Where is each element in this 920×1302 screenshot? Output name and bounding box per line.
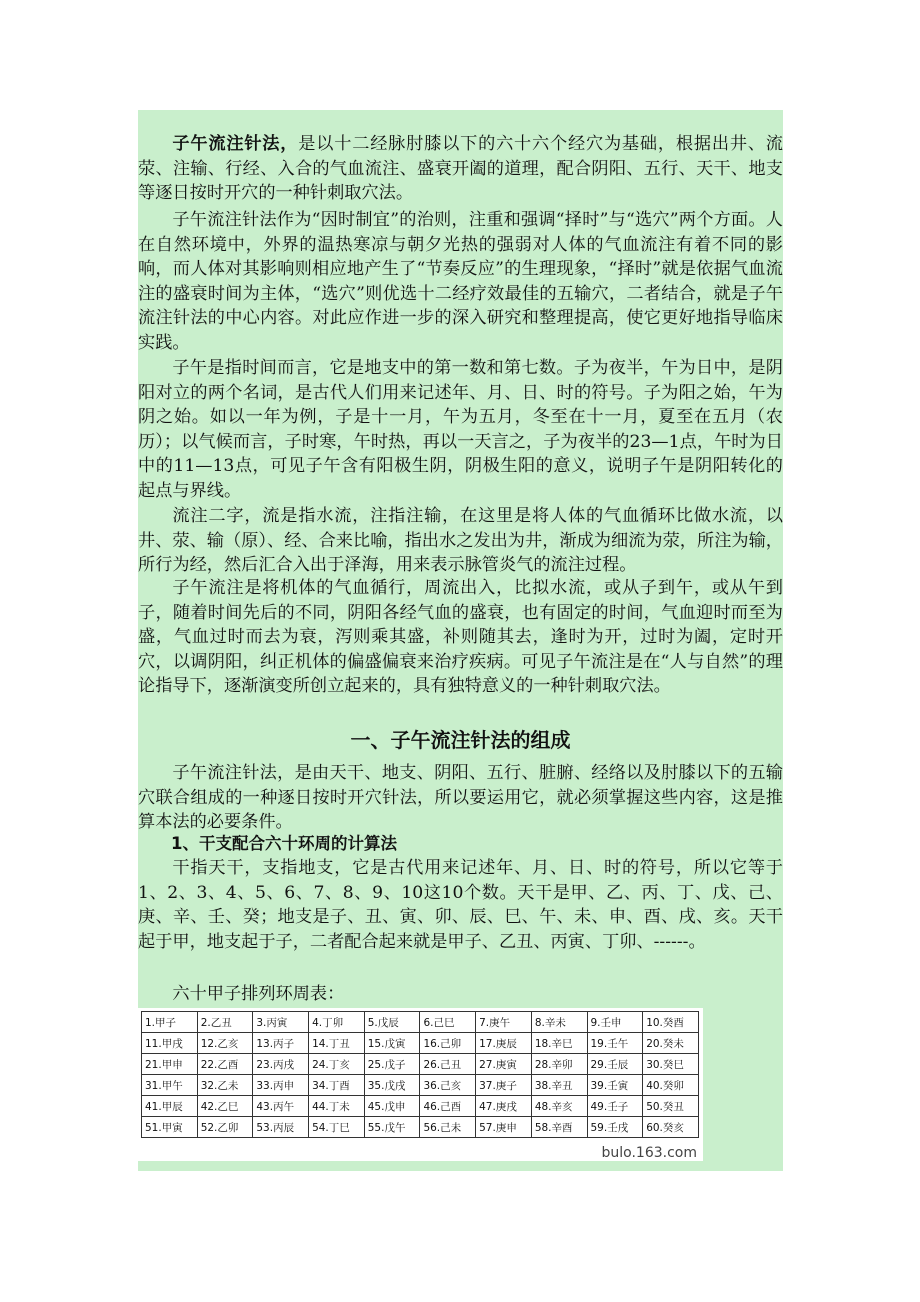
- intro-text: 是以十二经脉肘膝以下的六十六个经穴为基础，根据出井、流荥、注输、行经、入合的气血流注、盛衰开阖的道理，配合阴阳、五行、天干、地支等逐日按时开穴的一种针刺取穴法。: [138, 134, 783, 203]
- table-cell: 1.甲子: [142, 1012, 198, 1033]
- table-cell: 52.乙卯: [197, 1117, 253, 1138]
- table-cell: 32.乙未: [197, 1075, 253, 1096]
- sixty-jiazi-table: [141, 1011, 699, 1138]
- section-intro-paragraph: 子午流注针法，是由天干、地支、阴阳、五行、脏腑、经络以及肘膝以下的五输穴联合组成的一种逐日按时开穴针法，所以要运用它，就必须掌握这些内容，这是推算本法的必要条件。: [138, 763, 783, 832]
- table-cell: 43.丙午: [253, 1096, 309, 1117]
- table-cell: 29.壬辰: [587, 1054, 643, 1075]
- table-row: [142, 1012, 699, 1033]
- table-cell: 41.甲辰: [142, 1096, 198, 1117]
- subsection-heading: 1、干支配合六十环周的计算法: [171, 834, 397, 853]
- table-cell: 16.己卯: [420, 1033, 476, 1054]
- table-cell: 46.己酉: [420, 1096, 476, 1117]
- table-cell: 19.壬午: [587, 1033, 643, 1054]
- table-cell: 54.丁巳: [309, 1117, 365, 1138]
- sixty-jiazi-table-image: [138, 1008, 703, 1161]
- table-cell: 38.辛丑: [531, 1075, 587, 1096]
- table-cell: 45.戊申: [364, 1096, 420, 1117]
- table-cell: 20.癸未: [643, 1033, 699, 1054]
- table-cell: 40.癸卯: [643, 1075, 699, 1096]
- table-cell: 3.丙寅: [253, 1012, 309, 1033]
- table-cell: 51.甲寅: [142, 1117, 198, 1138]
- table-cell: 30.癸巳: [643, 1054, 699, 1075]
- table-cell: 25.戊子: [364, 1054, 420, 1075]
- table-cell: 17.庚辰: [476, 1033, 532, 1054]
- table-cell: 11.甲戌: [142, 1033, 198, 1054]
- table-row: [142, 1075, 699, 1096]
- table-cell: 21.甲申: [142, 1054, 198, 1075]
- table-cell: 8.辛未: [531, 1012, 587, 1033]
- subsection-paragraph: 干指天干，支指地支，它是古代用来记述年、月、日、时的符号，所以它等于1、2、3、4、5、6、7、8、9、10这10个数。天干是甲、乙、丙、丁、戊、己、庚、辛、壬、癸；地支是子、丑、寅、卯、辰、巳、午、未、申、酉、戌、亥。天干起于甲，地支起于子，二者配合起来就是甲子、乙丑、丙寅、丁卯、------。: [138, 858, 783, 952]
- table-cell: 22.乙酉: [197, 1054, 253, 1075]
- table-cell: 53.丙辰: [253, 1117, 309, 1138]
- table-cell: 49.壬子: [587, 1096, 643, 1117]
- paragraph-select-time: 子午流注针法作为“因时制宜”的治则，注重和强调“择时”与“选穴”两个方面。人在自然环境中，外界的温热寒凉与朝夕光热的强弱对人体的气血流注有着不同的影响，而人体对其影响则相应地产生了“节奏反应”的生理现象，“择时”就是依据气血流注的盛衰时间为主体，“选穴”则优选十二经疗效最佳的五输穴，二者结合，就是子午流注针法的中心内容。对此应作进一步的深入研究和整理提高，使它更好地指导临床实践。: [138, 210, 783, 353]
- table-cell: 34.丁酉: [309, 1075, 365, 1096]
- table-cell: 48.辛亥: [531, 1096, 587, 1117]
- table-cell: 13.丙子: [253, 1033, 309, 1054]
- paragraph-meaning: 子午流注是将机体的气血循行，周流出入，比拟水流，或从子到午，或从午到子，随着时间先后的不同，阴阳各经气血的盛衰，也有固定的时间，气血迎时而至为盛，气血过时而去为衰，泻则乘其盛，补则随其去，逢时为开，过时为阖，定时开穴，以调阴阳，纠正机体的偏盛偏衰来治疗疾病。可见子午流注是在“人与自然”的理论指导下，逐渐演变所创立起来的，具有独特意义的一种针刺取穴法。: [138, 578, 783, 696]
- table-cell: 6.己巳: [420, 1012, 476, 1033]
- table-cell: 10.癸酉: [643, 1012, 699, 1033]
- table-cell: 59.壬戌: [587, 1117, 643, 1138]
- intro-paragraph: [138, 132, 783, 206]
- paragraph-zi-wu: 子午是指时间而言，它是地支中的第一数和第七数。子为夜半，午为日中，是阴阳对立的两个名词，是古代人们用来记述年、月、日、时的符号。子为阳之始，午为阴之始。如以一年为例，子是十一月，午为五月，冬至在十一月，夏至在五月（农历）；以气候而言，子时寒，午时热，再以一天言之，子为夜半的23—1点，午时为日中的11—13点，可见子午含有阳极生阴，阴极生阳的意义，说明子午是阴阳转化的起点与界线。: [138, 358, 783, 501]
- table-cell: 50.癸丑: [643, 1096, 699, 1117]
- table-cell: 55.戊午: [364, 1117, 420, 1138]
- table-cell: 27.庚寅: [476, 1054, 532, 1075]
- table-cell: 23.丙戌: [253, 1054, 309, 1075]
- table-cell: 24.丁亥: [309, 1054, 365, 1075]
- table-row: [142, 1054, 699, 1075]
- table-cell: 12.乙亥: [197, 1033, 253, 1054]
- table-cell: 42.乙巳: [197, 1096, 253, 1117]
- section-heading: 一、子午流注针法的组成: [350, 728, 571, 752]
- document-page: [138, 110, 783, 1171]
- watermark: bulo.163.com: [601, 1145, 697, 1161]
- table-cell: 33.丙申: [253, 1075, 309, 1096]
- table-cell: 15.戊寅: [364, 1033, 420, 1054]
- paragraph-liu-zhu: 流注二字，流是指水流，注指注输，在这里是将人体的气血循环比做水流，以井、荥、输（原）、经、合来比喻，指出水之发出为井，渐成为细流为荥，所注为输，所行为经，然后汇合入出于泽海，用来表示脉管炎气的流注过程。: [138, 506, 783, 575]
- table-cell: 2.乙丑: [197, 1012, 253, 1033]
- table-row: [142, 1117, 699, 1138]
- table-cell: 35.戊戌: [364, 1075, 420, 1096]
- table-cell: 31.甲午: [142, 1075, 198, 1096]
- table-caption: 六十甲子排列环周表：: [172, 984, 345, 1004]
- table-cell: 5.戊辰: [364, 1012, 420, 1033]
- table-cell: 47.庚戌: [476, 1096, 532, 1117]
- table-cell: 44.丁未: [309, 1096, 365, 1117]
- intro-bold-lead: 子午流注针法，: [172, 134, 299, 154]
- table-cell: 56.己未: [420, 1117, 476, 1138]
- table-cell: 39.壬寅: [587, 1075, 643, 1096]
- table-cell: 7.庚午: [476, 1012, 532, 1033]
- table-cell: 18.辛巳: [531, 1033, 587, 1054]
- table-cell: 37.庚子: [476, 1075, 532, 1096]
- table-row: [142, 1096, 699, 1117]
- table-cell: 60.癸亥: [643, 1117, 699, 1138]
- table-cell: 26.己丑: [420, 1054, 476, 1075]
- table-cell: 36.己亥: [420, 1075, 476, 1096]
- table-cell: 28.辛卯: [531, 1054, 587, 1075]
- table-cell: 4.丁卯: [309, 1012, 365, 1033]
- table-row: [142, 1033, 699, 1054]
- table-cell: 14.丁丑: [309, 1033, 365, 1054]
- table-cell: 58.辛酉: [531, 1117, 587, 1138]
- table-cell: 9.壬申: [587, 1012, 643, 1033]
- table-cell: 57.庚申: [476, 1117, 532, 1138]
